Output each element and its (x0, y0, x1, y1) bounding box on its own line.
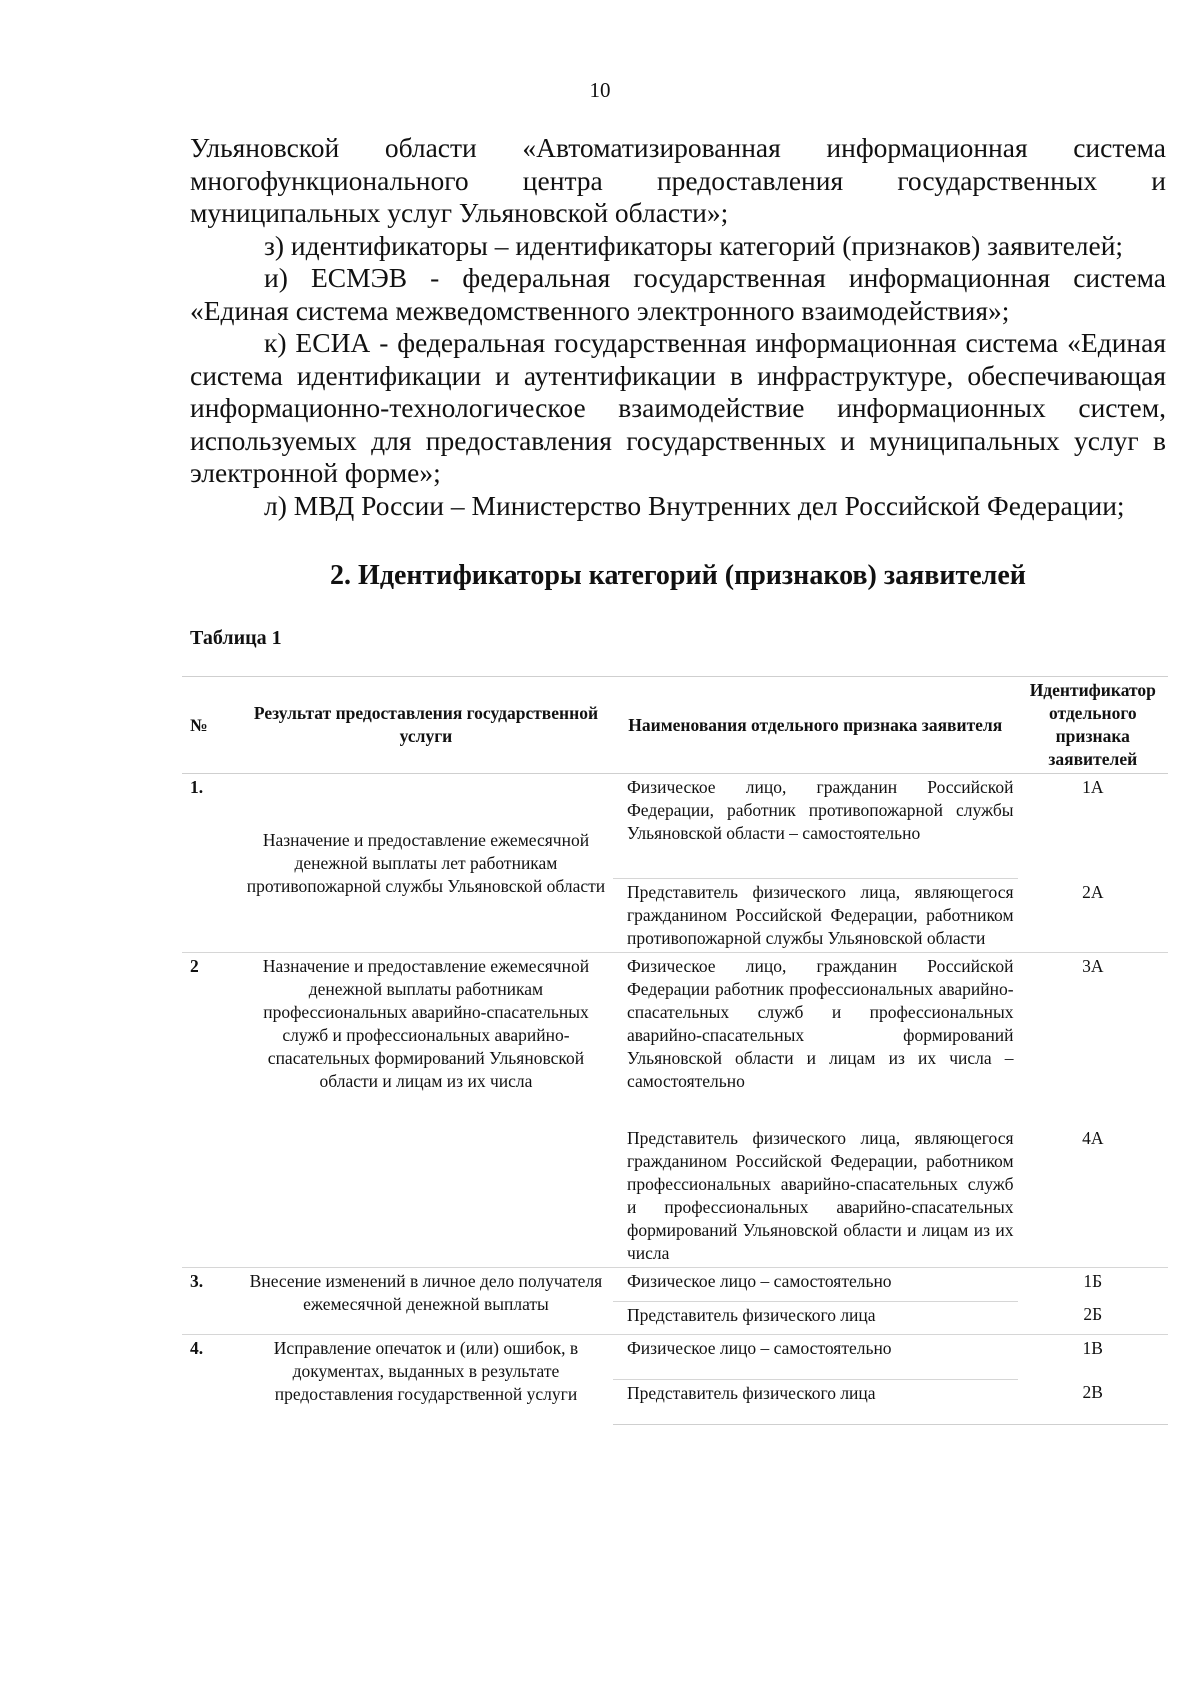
row-item-name: Физическое лицо, гражданин Российской Федерации, работник противопожарной службы Ульяновской области – самостоятельно (626, 777, 1014, 843)
identifiers-table (182, 676, 1168, 1425)
body-text (190, 132, 1166, 522)
header-num: № (182, 677, 239, 774)
row-item-id: 2В (1018, 1379, 1168, 1424)
row-item-name: Физическое лицо – самостоятельно (613, 1268, 1018, 1302)
table-caption: Таблица 1 (190, 627, 282, 649)
row-num: 1. (190, 777, 204, 797)
row-num: 3. (182, 1268, 239, 1335)
row-item-name: Представитель физического лица, являющегося гражданином Российской Федерации, работником противопожарной службы Ульяновской области (613, 879, 1018, 953)
header-name: Наименования отдельного признака заявителя (613, 677, 1018, 774)
row-item-name: Физическое лицо – самостоятельно (613, 1335, 1018, 1380)
paragraph-esia: к) ЕСИА - федеральная государственная информационная система «Единая система идентификации и аутентификации в инфраструктуре, обеспечивающая информационно-технологическое взаимодействие информационных систем, используемых для предоставления государственных и муниципальных услуг в электронной форме»; (190, 327, 1166, 488)
row-item-name: Физическое лицо, гражданин Российской Федерации работник профессиональных аварийно-спасательных служб и профессиональных аварийно-спасательных формирований Ульяновской области и лицам из их числа – самостоятельно (613, 953, 1018, 1126)
row-num: 4. (182, 1335, 239, 1425)
row-item-id: 4А (1082, 1128, 1104, 1148)
page-number: 10 (589, 78, 611, 102)
table-row (182, 953, 1168, 1126)
table-row (182, 1268, 1168, 1302)
paragraph-identifiers: з) идентификаторы – идентификаторы категорий (признаков) заявителей; (264, 229, 1124, 261)
table-row (182, 1335, 1168, 1380)
row-item-id: 2А (1082, 881, 1104, 902)
row-item-name: Представитель физического лица (613, 1301, 1018, 1335)
header-id: Идентификатор отдельного признака заявителей (1018, 677, 1168, 774)
row-result: Исправление опечаток и (или) ошибок, в документах, выданных в результате предоставления государственной услуги (239, 1335, 613, 1425)
paragraph-mvd: л) МВД России – Министерство Внутренних дел Российской Федерации; (264, 489, 1125, 521)
row-item-id: 1Б (1018, 1268, 1168, 1302)
row-item-id: 1В (1018, 1335, 1168, 1380)
row-item-name: Представитель физического лица (613, 1379, 1018, 1424)
row-num: 2 (182, 953, 239, 1268)
paragraph-esmev: и) ЕСМЭВ - федеральная государственная информационная система «Единая система межведомственного электронного взаимодействия»; (190, 262, 1166, 326)
table-row (182, 774, 1168, 879)
paragraph-continuation: Ульяновской области «Автоматизированная информационная система многофункционального центра предоставления государственных и муниципальных услуг Ульяновской области»; (190, 132, 1166, 228)
row-item-id: 1А (1082, 777, 1104, 797)
header-result: Результат предоставления государственной услуги (239, 677, 613, 774)
row-item-name: Представитель физического лица, являющегося гражданином Российской Федерации, работником профессиональных аварийно-спасательных служб и профессиональных аварийно-спасательных формирований Ульяновской области и лицам из их числа (626, 1128, 1014, 1263)
row-item-id: 2Б (1083, 1304, 1103, 1324)
table-header-row (182, 677, 1168, 774)
row-result: Внесение изменений в личное дело получателя ежемесячной денежной выплаты (239, 1268, 613, 1335)
row-result: Назначение и предоставление ежемесячной денежной выплаты работникам профессиональных аварийно-спасательных служб и профессиональных аварийно-спасательных формирований Ульяновской области и лицам из их числа (239, 953, 613, 1268)
section-title: 2. Идентификаторы категорий (признаков) заявителей (330, 560, 1026, 591)
row-item-id: 3А (1018, 953, 1168, 1126)
row-result: Назначение и предоставление ежемесячной денежной выплаты лет работникам противопожарной службы Ульяновской области (246, 829, 606, 896)
